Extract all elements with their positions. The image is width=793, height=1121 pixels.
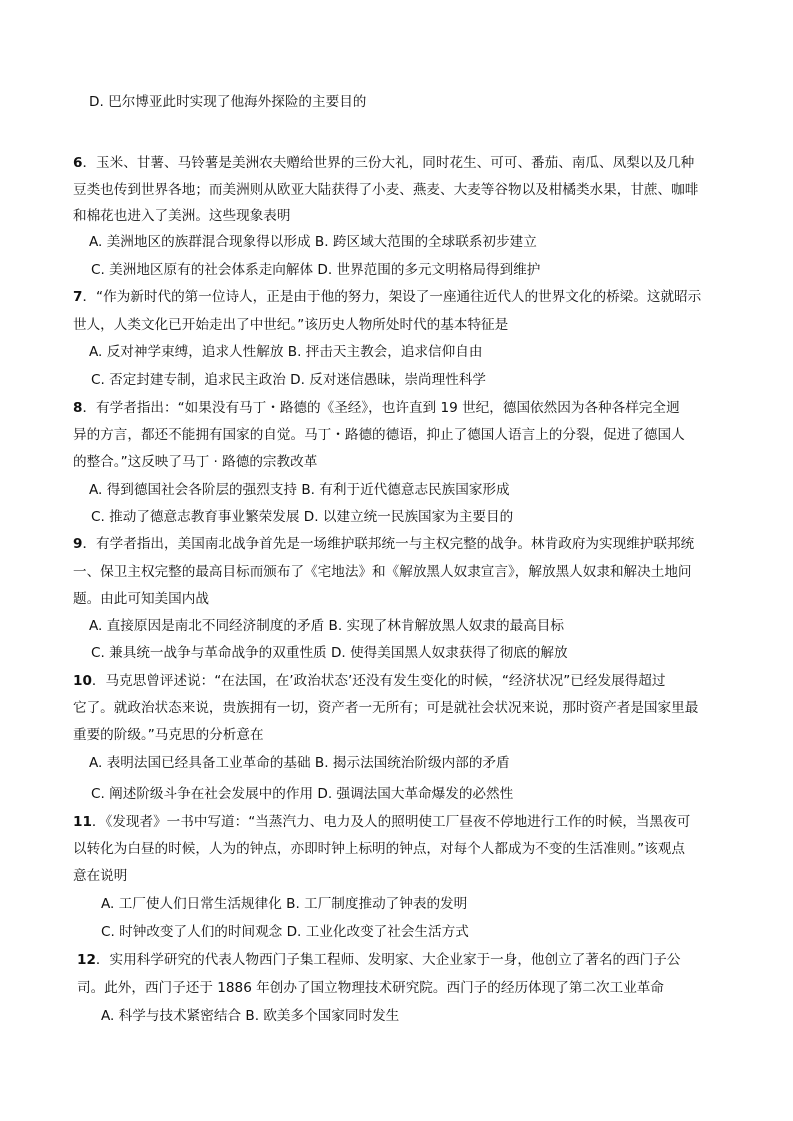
q7-number: 7 xyxy=(73,289,83,305)
q12-stem-line-1: 12．实用科学研究的代表人物西门子集工程师、发明家、大企业家于一身，他创立了著名的西门子公 xyxy=(77,952,681,968)
q6-stem-line-1: 6．玉米、甘薯、马铃薯是美洲农夫赠给世界的三份大礼，同时花生、可可、番茄、南瓜、凤梨以及几种 xyxy=(73,155,695,171)
q9-stem-line-1: 9．有学者指出，美国南北战争首先是一场维护联邦统一与主权完整的战争。林肯政府为实现维护联邦统 xyxy=(73,536,695,552)
q11-stem-line-3: 意在说明 xyxy=(73,868,128,884)
q9-stem-line-2: 一、保卫主权完整的最高目标而颁布了《宅地法》和《解放黑人奴隶宣言》，解放黑人奴隶和解决土地问 xyxy=(73,564,692,580)
q7-options-cd: C. 否定封建专制，追求民主政治 D. 反对迷信愚昧，崇尚理性科学 xyxy=(91,372,486,388)
q10-number: 10 xyxy=(73,673,92,689)
q8-stem-line-3: 的整合。”这反映了马丁 · 路德的宗教改革 xyxy=(73,454,318,470)
q8-stem-line-2: 异的方言，都还不能拥有国家的自觉。马丁・路德的德语，抑止了德国人语言上的分裂，促进了德国人 xyxy=(73,427,685,443)
q9-options-cd: C. 兼具统一战争与革命战争的双重性质 D. 使得美国黑人奴隶获得了彻底的解放 xyxy=(91,645,568,661)
q12-number: 12 xyxy=(77,952,96,968)
q7-options-ab: A. 反对神学束缚，追求人性解放 B. 抨击天主教会，追求信仰自由 xyxy=(89,344,483,360)
q8-stem-line-1: 8．有学者指出：“如果没有马丁・路德的《圣经》，也许直到 19 世纪，德国依然因为各种各样完全迥 xyxy=(73,400,680,416)
q10-stem-line-3: 重要的阶级。”马克思的分析意在 xyxy=(73,727,264,743)
q8-options-cd: C. 推动了德意志教育事业繁荣发展 D. 以建立统一民族国家为主要目的 xyxy=(91,509,514,525)
q9-stem-line-3: 题。由此可知美国内战 xyxy=(73,591,209,607)
q6-options-cd: C. 美洲地区原有的社会体系走向解体 D. 世界范围的多元文明格局得到维护 xyxy=(91,262,541,278)
q8-number: 8 xyxy=(73,400,83,416)
q10-stem-line-2: 它了。就政治状态来说，贵族拥有一切，资产者一无所有；可是就社会状况来说，那时资产者是国家里最 xyxy=(73,700,699,716)
q6-stem-line-2: 豆类也传到世界各地；而美洲则从欧亚大陆获得了小麦、燕麦、大麦等谷物以及柑橘类水果，甘蔗、咖啡 xyxy=(73,182,699,198)
q9-number: 9 xyxy=(73,536,83,552)
q6-options-ab: A. 美洲地区的族群混合现象得以形成 B. 跨区域大范围的全球联系初步建立 xyxy=(89,234,537,250)
q6-stem-line-3: 和棉花也进入了美洲。这些现象表明 xyxy=(73,208,291,224)
q6-number: 6 xyxy=(73,155,83,171)
q10-options-ab: A. 表明法国已经具备工业革命的基础 B. 揭示法国统治阶级内部的矛盾 xyxy=(89,755,510,771)
q11-stem-line-2: 以转化为白昼的时候，人为的钟点，亦即时钟上标明的钟点，对每个人都成为不变的生活准则。”该观点 xyxy=(73,841,685,857)
q11-options-cd: C. 时钟改变了人们的时间观念 D. 工业化改变了社会生活方式 xyxy=(101,924,469,940)
q5-option-d: D. 巴尔博亚此时实现了他海外探险的主要目的 xyxy=(89,94,367,110)
q9-options-ab: A. 直接原因是南北不同经济制度的矛盾 B. 实现了林肯解放黑人奴隶的最高目标 xyxy=(89,618,564,634)
q11-number: 11 xyxy=(73,814,92,830)
q10-options-cd: C. 阐述阶级斗争在社会发展中的作用 D. 强调法国大革命爆发的必然性 xyxy=(91,786,514,802)
q10-stem-line-1: 10．马克思曾评述说：“在法国，在’政治状态’还没有发生变化的时候，“经济状况”已经发展得超过 xyxy=(73,673,666,689)
q8-options-ab: A. 得到德国社会各阶层的强烈支持 B. 有利于近代德意志民族国家形成 xyxy=(89,482,510,498)
q7-stem-line-2: 世人，人类文化已开始走出了中世纪。”该历史人物所处时代的基本特征是 xyxy=(73,317,509,333)
q12-options-ab: A. 科学与技术紧密结合 B. 欧美多个国家同时发生 xyxy=(101,1008,400,1024)
q11-stem-line-1: 11．《发现者》一书中写道：“当蒸汽力、电力及人的照明使工厂昼夜不停地进行工作的时候，当黑夜可 xyxy=(73,814,691,830)
q12-stem-line-2: 司。此外，西门子还于 1886 年创办了国立物理技术研究院。西门子的经历体现了第二次工业革命 xyxy=(77,980,664,996)
q11-options-ab: A. 工厂使人们日常生活规律化 B. 工厂制度推动了钟表的发明 xyxy=(101,896,468,912)
q7-stem-line-1: 7．“作为新时代的第一位诗人，正是由于他的努力，架设了一座通往近代人的世界文化的桥梁。这就昭示 xyxy=(73,289,702,305)
